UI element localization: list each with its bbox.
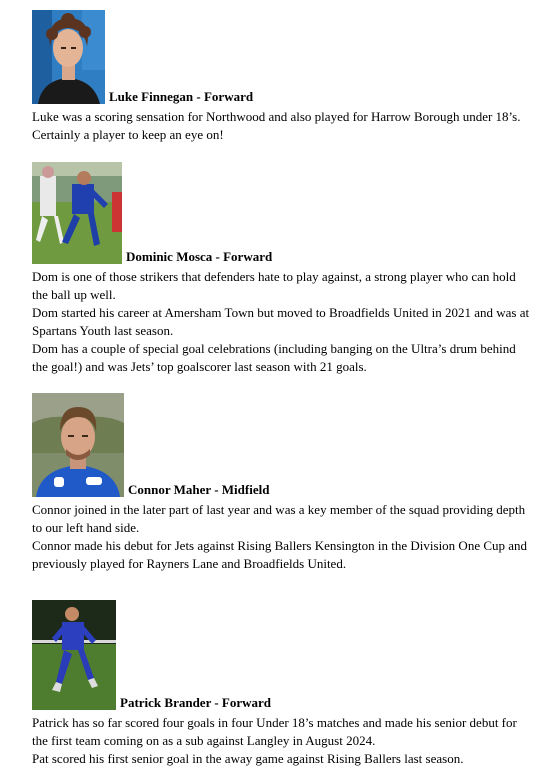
- player-header: [32, 600, 532, 710]
- player-header: [32, 393, 532, 497]
- player-bio: [32, 714, 532, 768]
- player-name: Dominic Mosca - Forward: [126, 249, 273, 264]
- bio-paragraph: Pat scored his first senior goal in the away game against Rising Ballers last season.: [32, 751, 464, 766]
- player-name: Luke Finnegan - Forward: [109, 89, 254, 104]
- bio-paragraph: Dom is one of those strikers that defenders hate to play against, a strong player who can hold the ball up well.: [32, 269, 516, 302]
- bio-paragraph: Dom has a couple of special goal celebrations (including banging on the Ultra’s drum behind the goal!) and was Jets’ top goalscorer last season with 21 goals.: [32, 341, 516, 374]
- bio-paragraph: Connor joined in the later part of last year and was a key member of the squad providing depth to our left hand side.: [32, 502, 526, 535]
- player-profile-patrick-brander: [32, 600, 532, 768]
- player-profile-connor-maher: [32, 393, 532, 573]
- player-bio: [32, 268, 532, 376]
- player-profile-luke-finnegan: [32, 10, 532, 144]
- player-name: Connor Maher - Midfield: [128, 482, 270, 497]
- player-bio: [32, 108, 532, 144]
- player-header: [32, 162, 532, 264]
- player-name: Patrick Brander - Forward: [120, 695, 272, 710]
- player-photo: [32, 600, 116, 710]
- player-photo: [32, 393, 124, 497]
- player-bio: [32, 501, 532, 573]
- bio-paragraph: Luke was a scoring sensation for Northwood and also played for Harrow Borough under 18’s. Certainly a player to keep an eye on!: [32, 109, 521, 142]
- player-profile-dominic-mosca: [32, 162, 532, 376]
- bio-paragraph: Connor made his debut for Jets against Rising Ballers Kensington in the Division One Cup and previously played for Rayners Lane and Broadfields United.: [32, 538, 528, 571]
- player-header: [32, 10, 532, 104]
- bio-paragraph: Patrick has so far scored four goals in four Under 18’s matches and made his senior debut for the first team coming on as a sub against Langley in August 2024.: [32, 715, 517, 748]
- player-photo: [32, 10, 105, 104]
- player-photo: [32, 162, 122, 264]
- bio-paragraph: Dom started his career at Amersham Town but moved to Broadfields United in 2021 and was at Spartans Youth last season.: [32, 305, 530, 338]
